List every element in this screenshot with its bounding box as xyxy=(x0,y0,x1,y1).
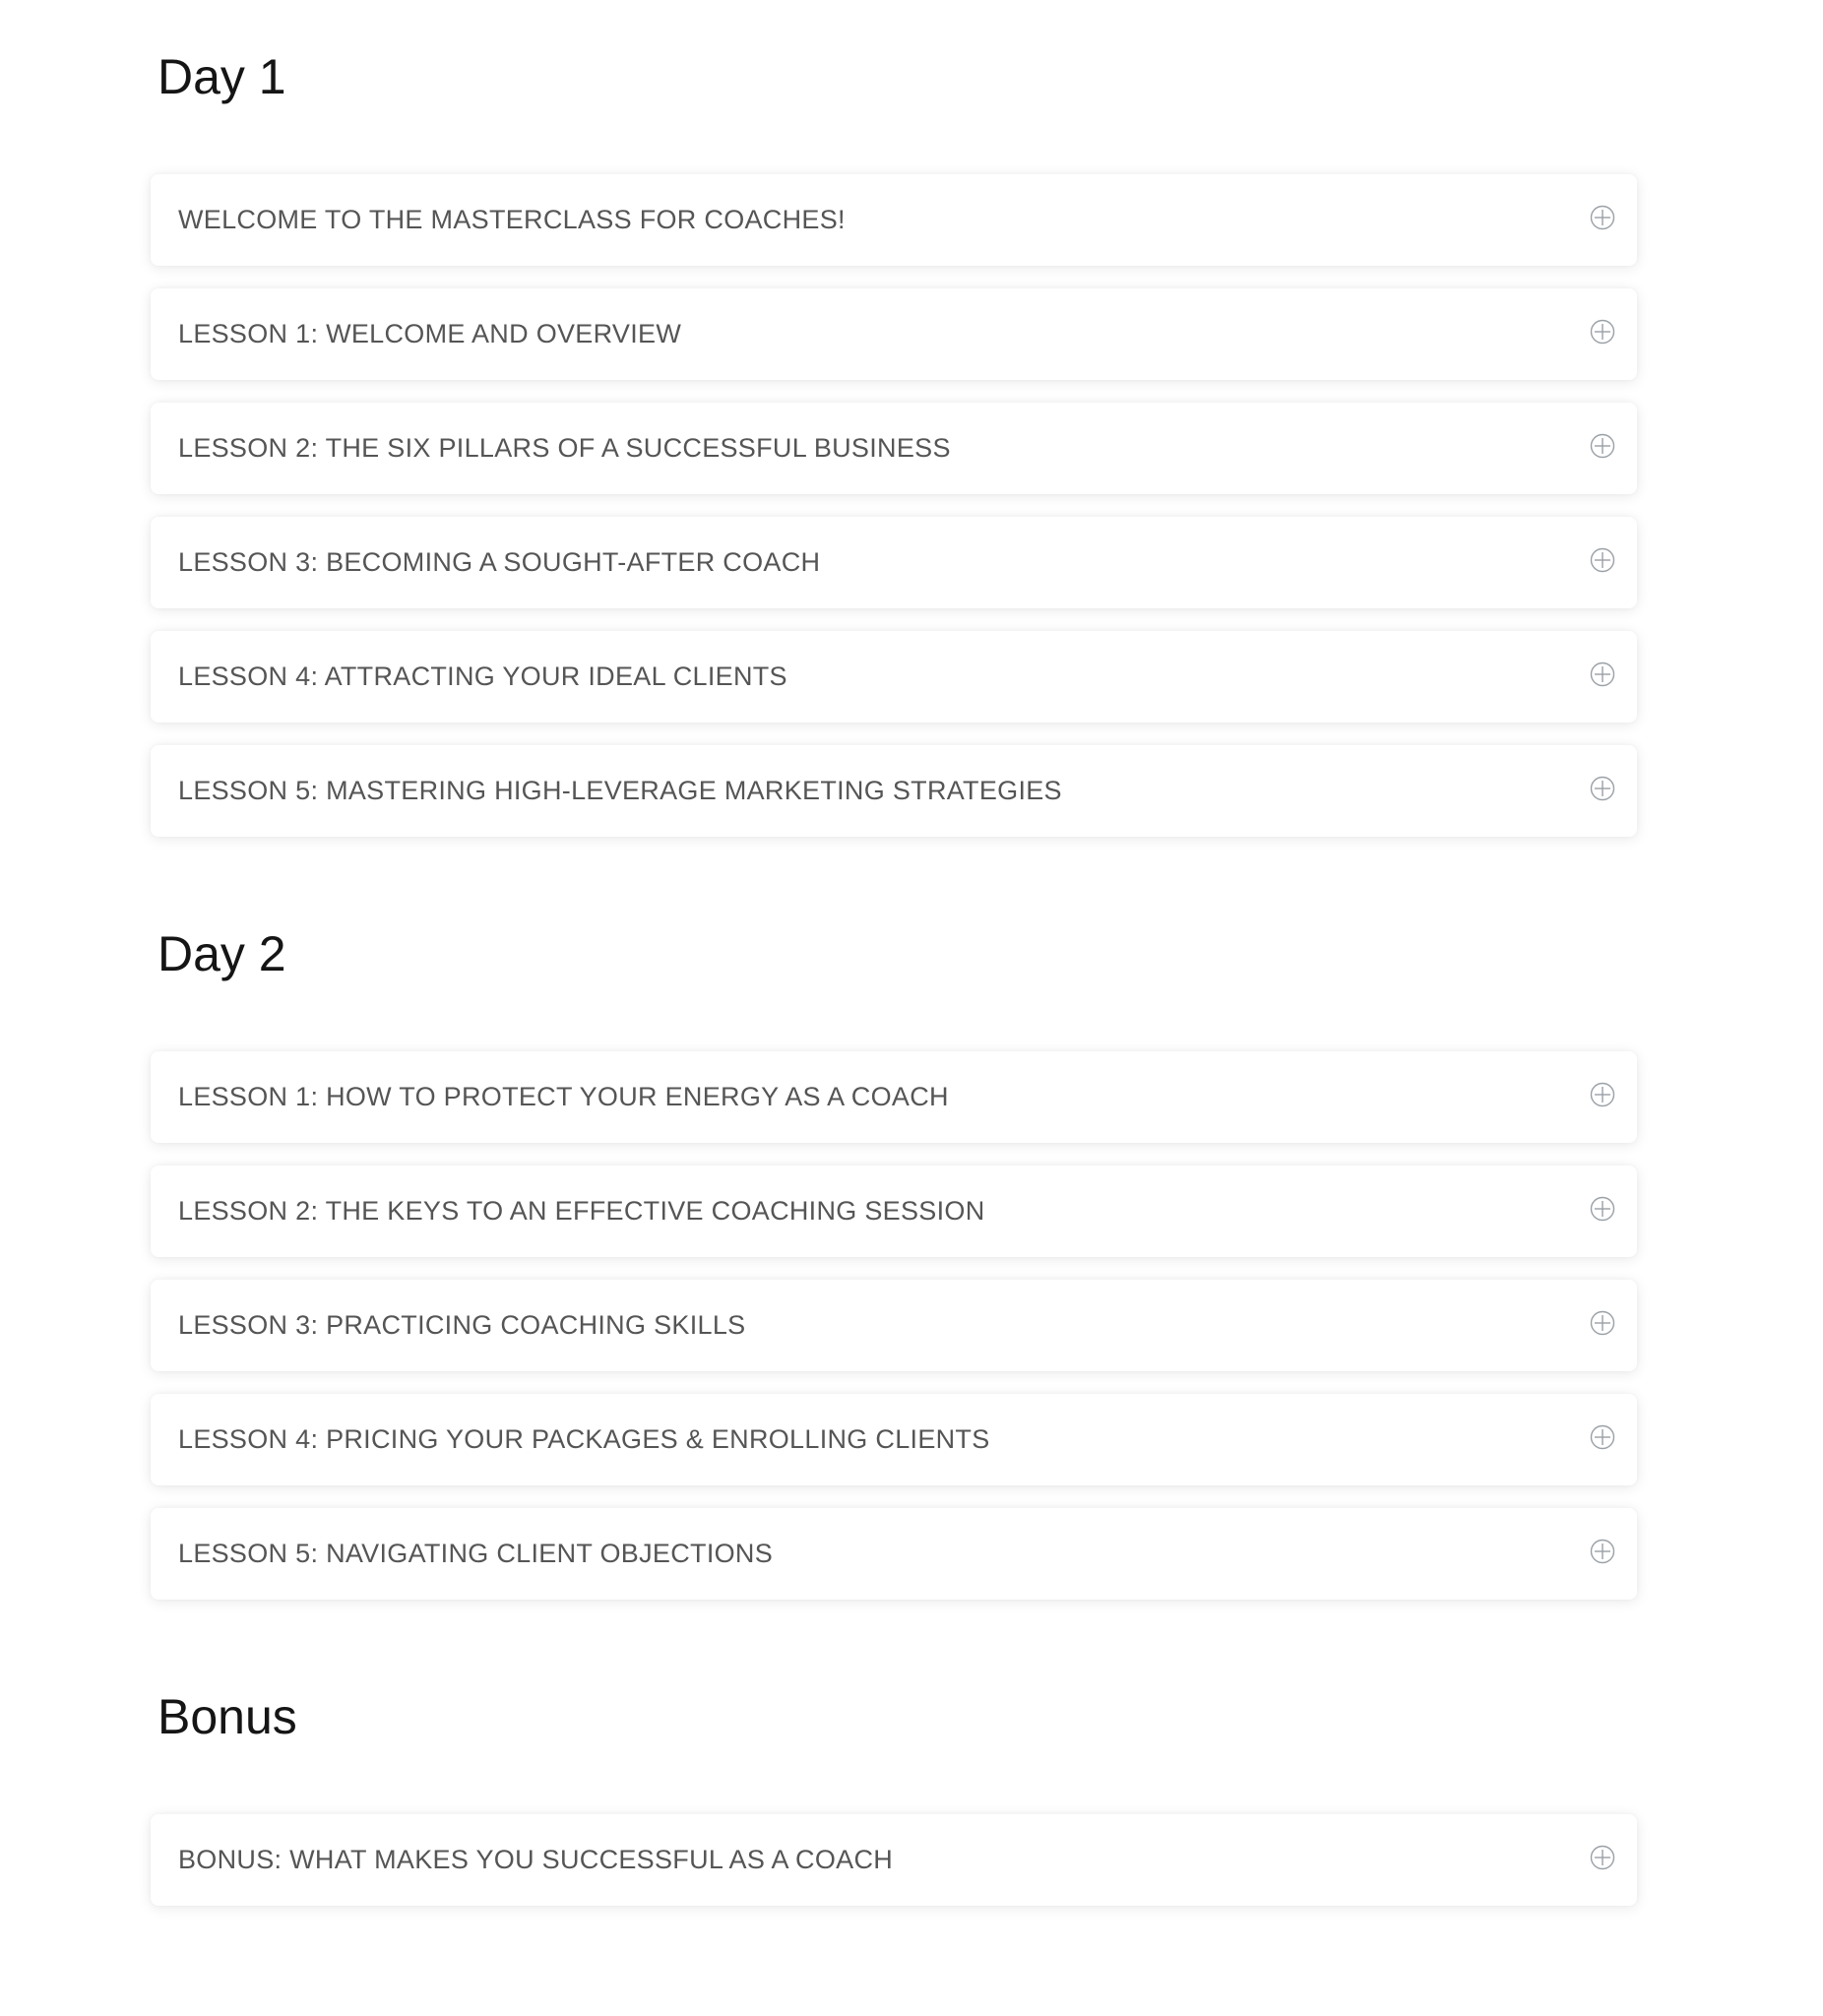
plus-circle-icon[interactable] xyxy=(1590,547,1615,578)
section-title: Day 2 xyxy=(157,926,286,981)
lesson-accordion-item[interactable] xyxy=(151,1814,1637,1906)
lesson-list xyxy=(151,1051,1637,1600)
lesson-title: WELCOME TO THE MASTERCLASS FOR COACHES! xyxy=(178,205,846,234)
lesson-accordion-item[interactable] xyxy=(151,517,1637,608)
lesson-title: LESSON 1: HOW TO PROTECT YOUR ENERGY AS A COACH xyxy=(178,1082,949,1111)
section-title: Day 1 xyxy=(157,49,286,104)
lesson-title: LESSON 2: THE KEYS TO AN EFFECTIVE COACHING SESSION xyxy=(178,1196,985,1226)
lesson-title: LESSON 4: PRICING YOUR PACKAGES & ENROLLING CLIENTS xyxy=(178,1424,990,1454)
section-title: Bonus xyxy=(157,1689,297,1744)
lesson-title: LESSON 1: WELCOME AND OVERVIEW xyxy=(178,319,682,348)
lesson-title: BONUS: WHAT MAKES YOU SUCCESSFUL AS A COACH xyxy=(178,1845,894,1874)
lesson-title: LESSON 2: THE SIX PILLARS OF A SUCCESSFUL BUSINESS xyxy=(178,433,951,463)
lesson-accordion-item[interactable] xyxy=(151,1166,1637,1257)
lesson-title: LESSON 3: PRACTICING COACHING SKILLS xyxy=(178,1310,746,1340)
section-day-1 xyxy=(151,47,1637,837)
lesson-accordion-item[interactable] xyxy=(151,403,1637,494)
lesson-accordion-item[interactable] xyxy=(151,745,1637,837)
course-curriculum xyxy=(151,0,1637,1906)
lesson-list xyxy=(151,174,1637,837)
plus-circle-icon[interactable] xyxy=(1590,205,1615,235)
section-bonus xyxy=(151,1687,1637,1906)
plus-circle-icon[interactable] xyxy=(1590,1539,1615,1569)
lesson-list xyxy=(151,1814,1637,1906)
plus-circle-icon[interactable] xyxy=(1590,1082,1615,1112)
lesson-accordion-item[interactable] xyxy=(151,174,1637,266)
section-day-2 xyxy=(151,924,1637,1600)
plus-circle-icon[interactable] xyxy=(1590,662,1615,692)
lesson-accordion-item[interactable] xyxy=(151,1280,1637,1371)
plus-circle-icon[interactable] xyxy=(1590,1424,1615,1455)
plus-circle-icon[interactable] xyxy=(1590,776,1615,806)
lesson-title: LESSON 5: MASTERING HIGH-LEVERAGE MARKETING STRATEGIES xyxy=(178,776,1062,805)
lesson-accordion-item[interactable] xyxy=(151,1508,1637,1600)
plus-circle-icon[interactable] xyxy=(1590,319,1615,349)
lesson-accordion-item[interactable] xyxy=(151,288,1637,380)
plus-circle-icon[interactable] xyxy=(1590,1845,1615,1875)
lesson-accordion-item[interactable] xyxy=(151,1394,1637,1485)
plus-circle-icon[interactable] xyxy=(1590,433,1615,464)
lesson-accordion-item[interactable] xyxy=(151,1051,1637,1143)
plus-circle-icon[interactable] xyxy=(1590,1310,1615,1341)
lesson-title: LESSON 4: ATTRACTING YOUR IDEAL CLIENTS xyxy=(178,662,787,691)
lesson-title: LESSON 5: NAVIGATING CLIENT OBJECTIONS xyxy=(178,1539,774,1568)
plus-circle-icon[interactable] xyxy=(1590,1196,1615,1227)
lesson-accordion-item[interactable] xyxy=(151,631,1637,723)
lesson-title: LESSON 3: BECOMING A SOUGHT-AFTER COACH xyxy=(178,547,821,577)
